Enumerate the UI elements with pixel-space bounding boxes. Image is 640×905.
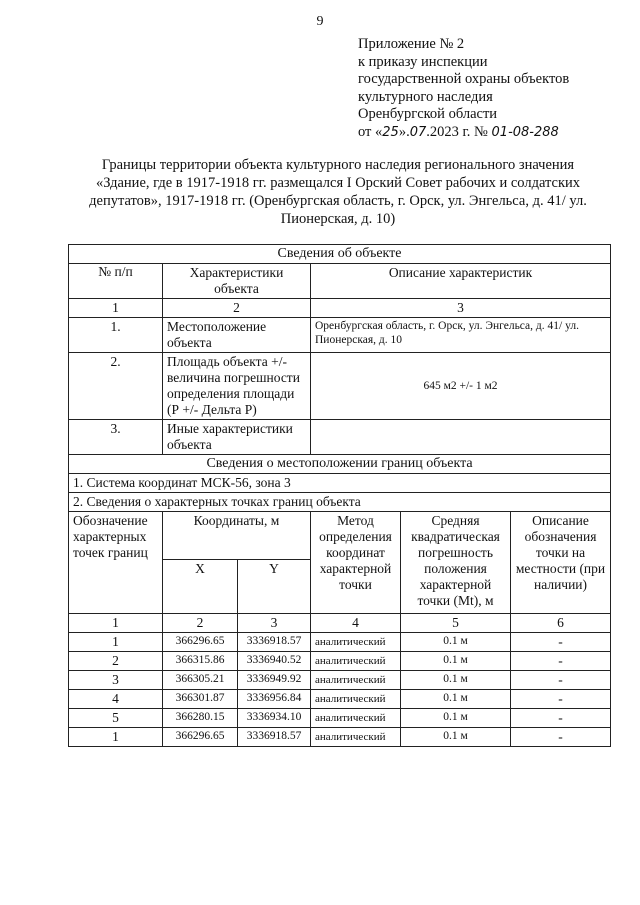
col-number: 5 bbox=[401, 614, 511, 633]
point-row bbox=[69, 652, 611, 671]
date-year: .2023 г. № bbox=[426, 123, 488, 140]
document-title bbox=[72, 156, 604, 228]
appendix-block bbox=[358, 36, 569, 141]
appendix-line: к приказу инспекции bbox=[358, 53, 488, 70]
point-x: 366301.87 bbox=[163, 690, 238, 709]
point-mark: - bbox=[511, 690, 611, 709]
col-number: 1 bbox=[69, 299, 163, 318]
col-number: 3 bbox=[311, 299, 611, 318]
boundary-section-title: Сведения о местоположении границ объекта bbox=[69, 455, 611, 474]
row-description: 645 м2 +/- 1 м2 bbox=[311, 353, 611, 420]
point-mark: - bbox=[511, 652, 611, 671]
point-row bbox=[69, 690, 611, 709]
order-date-line bbox=[358, 124, 569, 142]
header-description: Описание характеристик bbox=[311, 264, 611, 299]
header-mark: Описание обозначения точки на местности (при наличии) bbox=[511, 512, 611, 614]
row-num: 3. bbox=[69, 420, 163, 455]
point-id: 2 bbox=[69, 652, 163, 671]
appendix-line: государственной охраны объектов bbox=[358, 71, 570, 87]
point-method: аналитический bbox=[311, 671, 401, 690]
header-y: Y bbox=[238, 560, 311, 614]
handwritten-order-number: 01-08-288 bbox=[491, 124, 559, 140]
point-error: 0.1 м bbox=[401, 671, 511, 690]
row-characteristic: Площадь объекта +/- величина погрешности определения площади (Р +/- Дельта Р) bbox=[163, 353, 311, 420]
header-num: № п/п bbox=[69, 264, 163, 299]
point-mark: - bbox=[511, 633, 611, 652]
point-id: 1 bbox=[69, 728, 163, 747]
point-method: аналитический bbox=[311, 728, 401, 747]
point-id: 5 bbox=[69, 709, 163, 728]
point-x: 366315.86 bbox=[163, 652, 238, 671]
appendix-line: Приложение № 2 bbox=[358, 36, 465, 52]
point-y: 3336918.57 bbox=[238, 633, 311, 652]
point-method: аналитический bbox=[311, 652, 401, 671]
point-y: 3336940.52 bbox=[238, 652, 311, 671]
point-error: 0.1 м bbox=[401, 690, 511, 709]
point-x: 366280.15 bbox=[163, 709, 238, 728]
date-prefix: от « bbox=[358, 123, 383, 140]
row-num: 1. bbox=[69, 318, 163, 353]
point-mark: - bbox=[511, 728, 611, 747]
point-y: 3336956.84 bbox=[238, 690, 311, 709]
title-line: Границы территории объекта культурного наследия регионального значения bbox=[101, 157, 575, 173]
header-characteristics: Характеристики объекта bbox=[163, 264, 311, 299]
title-line: депутатов», 1917-1918 гг. (Оренбургская область, г. Орск, ул. Энгельса, д. 41/ ул. bbox=[89, 193, 587, 209]
header-x: X bbox=[163, 560, 238, 614]
col-number: 3 bbox=[238, 614, 311, 633]
appendix-line: культурного наследия bbox=[358, 88, 493, 105]
point-id: 4 bbox=[69, 690, 163, 709]
col-number: 4 bbox=[311, 614, 401, 633]
point-row bbox=[69, 709, 611, 728]
header-method: Метод определения координат характерной точки bbox=[311, 512, 401, 614]
point-row bbox=[69, 671, 611, 690]
row-num: 2. bbox=[69, 353, 163, 420]
col-number: 1 bbox=[69, 614, 163, 633]
coordinate-system: 1. Система координат МСК-56, зона 3 bbox=[69, 474, 611, 493]
point-x: 366305.21 bbox=[163, 671, 238, 690]
title-line: «Здание, где в 1917-1918 гг. размещался I Орский Совет рабочих и солдатских bbox=[95, 175, 581, 191]
point-id: 3 bbox=[69, 671, 163, 690]
point-y: 3336934.10 bbox=[238, 709, 311, 728]
point-y: 3336949.92 bbox=[238, 671, 311, 690]
row-characteristic: Иные характеристики объекта bbox=[163, 420, 311, 455]
point-method: аналитический bbox=[311, 633, 401, 652]
page-number: 9 bbox=[316, 14, 324, 29]
point-error: 0.1 м bbox=[401, 709, 511, 728]
handwritten-month: 07 bbox=[409, 124, 427, 140]
points-title: 2. Сведения о характерных точках границ объекта bbox=[69, 493, 611, 512]
point-row bbox=[69, 728, 611, 747]
point-x: 366296.65 bbox=[163, 633, 238, 652]
row-characteristic: Местоположение объекта bbox=[163, 318, 311, 353]
object-section-title: Сведения об объекте bbox=[69, 245, 611, 264]
title-line: Пионерская, д. 10) bbox=[280, 211, 396, 227]
point-error: 0.1 м bbox=[401, 728, 511, 747]
point-id: 1 bbox=[69, 633, 163, 652]
object-table bbox=[68, 244, 611, 747]
appendix-line: Оренбургской области bbox=[358, 106, 498, 122]
point-method: аналитический bbox=[311, 709, 401, 728]
date-sep: ». bbox=[398, 123, 410, 140]
header-designation: Обозначение характерных точек границ bbox=[69, 512, 163, 614]
row-description bbox=[311, 420, 611, 455]
point-method: аналитический bbox=[311, 690, 401, 709]
point-error: 0.1 м bbox=[401, 633, 511, 652]
header-error: Средняя квадратическая погрешность положения характерной точки (Mt), м bbox=[401, 512, 511, 614]
header-coordinates: Координаты, м bbox=[163, 512, 311, 560]
col-number: 6 bbox=[511, 614, 611, 633]
row-description: Оренбургская область, г. Орск, ул. Энгельса, д. 41/ ул. Пионерская, д. 10 bbox=[311, 318, 611, 353]
point-x: 366296.65 bbox=[163, 728, 238, 747]
handwritten-day: 25 bbox=[382, 124, 399, 140]
col-number: 2 bbox=[163, 614, 238, 633]
point-error: 0.1 м bbox=[401, 652, 511, 671]
point-mark: - bbox=[511, 709, 611, 728]
col-number: 2 bbox=[163, 299, 311, 318]
point-y: 3336918.57 bbox=[238, 728, 311, 747]
point-row bbox=[69, 633, 611, 652]
point-mark: - bbox=[511, 671, 611, 690]
